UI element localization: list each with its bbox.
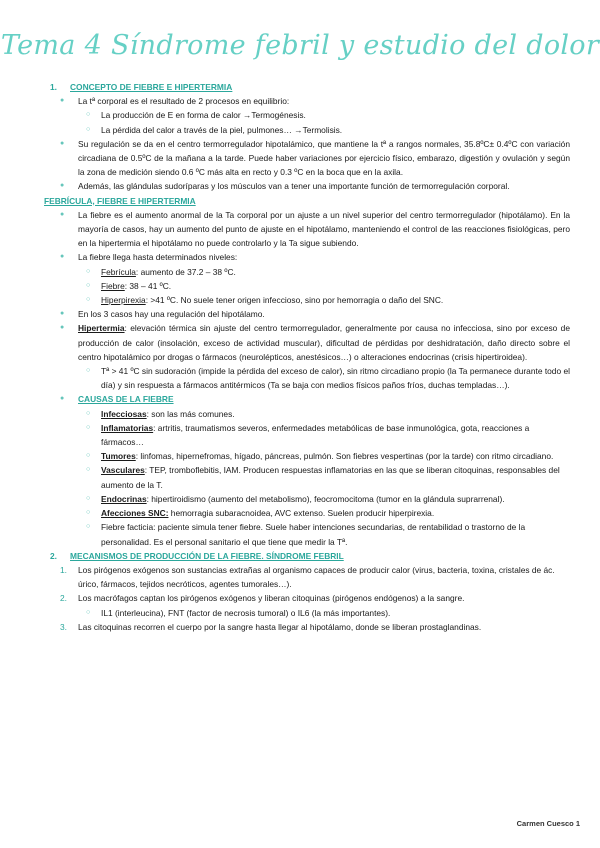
term-text: : >41 ºC. No suele tener origen infeccioso, sino por hemorragia o daño del SNC.	[145, 295, 444, 306]
causa-text: : hipertiroidismo (aumento del metabolismo), feocromocitoma (tumor en la glándula suprarrenal).	[146, 493, 505, 504]
causa-item	[44, 407, 570, 421]
numbered-item	[44, 591, 570, 605]
item-text: Los pirógenos exógenos son sustancias extrañas al organismo capaces de producir calor (virus, bacteria, toxina, cristales de ác. úrico, fármacos, tejidos necróticos, agentes tumorales…).	[78, 564, 555, 590]
section-1-title: CONCEPTO DE FIEBRE E HIPERTERMIA	[70, 82, 233, 92]
list-item	[44, 321, 570, 364]
causa-item	[44, 506, 570, 520]
sub-list-item	[44, 279, 570, 293]
sub-list-item: ○ Tª > 41 ºC sin sudoración (impide la pérdida del exceso de calor), sin ritmo circadiano propio (la Ta permanece durante todo el día) y sin respuesta a fármacos antitérmicos (Ta se baja con medios físicos paños fríos, duchas templadas…).	[44, 364, 570, 392]
list-item: ● Su regulación se da en el centro termorregulador hipotalámico, que mantiene la tª a rangos normales, 35.8ºC± 0.4ºC con variación circadiana de 0.5ºC de la mañana a la tarde. Puede haber variaciones por ejercicio físico, embarazo, digestión y ovulación y según la zona de medición siendo 0.6 ºC más alta en recto y 0.3 ºC en la boca que en la axila.	[44, 137, 570, 180]
causa-item	[44, 463, 570, 491]
term-hipertermia: Hipertermia	[78, 323, 125, 334]
causa-item	[44, 421, 570, 449]
numbered-item	[44, 563, 570, 591]
section-2-heading	[44, 549, 570, 563]
causa-text: hemorragia subaracnoidea, AVC extenso. Suelen producir hiperpirexia.	[168, 508, 435, 519]
section-1-heading	[44, 80, 570, 94]
page-title: Tema 4 Síndrome febril y estudio del dolor	[0, 30, 600, 61]
term-fiebre: Fiebre	[101, 280, 125, 291]
causa-term: Endocrinas	[101, 493, 147, 504]
list-item: ● Además, las glándulas sudoríparas y los músculos van a tener una importante función de termorregulación corporal.	[44, 179, 570, 193]
causa-item	[44, 520, 570, 548]
causa-item	[44, 492, 570, 506]
causa-text: : TEP, tromboflebitis, IAM. Producen respuestas inflamatorias en las que se liberan citoquinas, responsables del aumento de la T.	[101, 465, 560, 490]
sub-list-item: ○ La pérdida del calor a través de la piel, pulmones… →Termolisis.	[44, 123, 570, 137]
term-text: : 38 – 41 ºC.	[124, 280, 172, 291]
causa-text: : artritis, traumatismos severos, enfermedades metabólicas de base inmunológica, gota, reacciones a fármacos…	[101, 422, 530, 448]
causa-term: Infecciosas	[101, 408, 147, 419]
causa-item	[44, 449, 570, 463]
item-number: 2.	[60, 593, 67, 604]
list-item: ● La tª corporal es el resultado de 2 procesos en equilibrio:	[44, 94, 570, 108]
causa-term: Afecciones SNC:	[101, 508, 169, 519]
item-number: 3.	[60, 621, 67, 632]
section-2-title: MECANISMOS DE PRODUCCIÓN DE LA FIEBRE. SÍNDROME FEBRIL	[70, 550, 344, 561]
causa-text: : son las más comunes.	[146, 408, 235, 419]
item-text: Los macrófagos captan los pirógenos exógenos y liberan citoquinas (pirógenos endógenos) a la sangre.	[78, 593, 465, 604]
section-1-number: 1.	[50, 82, 57, 92]
section-febricula-heading: FEBRÍCULA, FIEBRE E HIPERTERMIA	[44, 195, 196, 206]
causa-text: Fiebre facticia: paciente simula tener fiebre. Suele haber intenciones secundarias, de rentabilidad o trastorno de la personalidad. Es el personal sanitario el que tiene que medir la Tª.	[101, 522, 526, 547]
causa-term: Tumores	[101, 451, 136, 462]
item-text: Las citoquinas recorren el cuerpo por la sangre hasta llegar al hipotálamo, donde se liberan prostaglandinas.	[78, 621, 482, 632]
causas-heading: ● CAUSAS DE LA FIEBRE	[44, 392, 570, 406]
term-text: : aumento de 37.2 – 38 ºC.	[135, 266, 236, 277]
item-number: 1.	[60, 564, 67, 575]
list-item: ● La fiebre llega hasta determinados niveles:	[44, 250, 570, 264]
term-febricula: Febrícula	[101, 266, 136, 277]
list-item: ● En los 3 casos hay una regulación del hipotálamo.	[44, 307, 570, 321]
section-2-number: 2.	[50, 550, 57, 561]
causa-term: Vasculares	[101, 465, 145, 476]
sub-list-item	[44, 293, 570, 307]
term-hiperpirexia: Hiperpirexia	[101, 295, 146, 306]
sub-list-item: ○ IL1 (interleucina), FNT (factor de necrosis tumoral) o IL6 (la más importantes).	[44, 606, 570, 620]
causa-text: : linfomas, hipernefromas, hígado, páncreas, pulmón. Son fiebres vespertinas (por la tarde) con ritmo circadiano.	[135, 451, 554, 462]
list-item: ● La fiebre es el aumento anormal de la Ta corporal por un ajuste a un nivel superior del centro termorregulador (hipotálamo). En la mayoría de casos, hay un aumento del punto de ajuste en el hipotálamo, manteniendo el control de las reacciones fisiológicas, pero en la hipertermia el hipotálamo no puede controlarlo y la Ta sigue subiendo.	[44, 208, 570, 251]
document-body	[44, 80, 570, 634]
numbered-item	[44, 620, 570, 634]
causa-term: Inflamatorias	[101, 422, 154, 433]
term-text: : elevación térmica sin ajuste del centro termorregulador, generalmente por causa no infecciosa, sino por exceso de producción de calor (insolación, exceso de actividad muscular), dificultad de pérdidas por deshidratación, daño directo sobre el centro hipotalámico por drogas o fármacos (neurolépticos, anestésicos…) o alteraciones endocrinas (crisis hipertiroidea).	[78, 323, 570, 362]
sub-list-item	[44, 265, 570, 279]
page-footer: Carmen Cuesco 1	[516, 819, 580, 828]
sub-list-item: ○ La producción de E en forma de calor →Termogénesis.	[44, 108, 570, 122]
